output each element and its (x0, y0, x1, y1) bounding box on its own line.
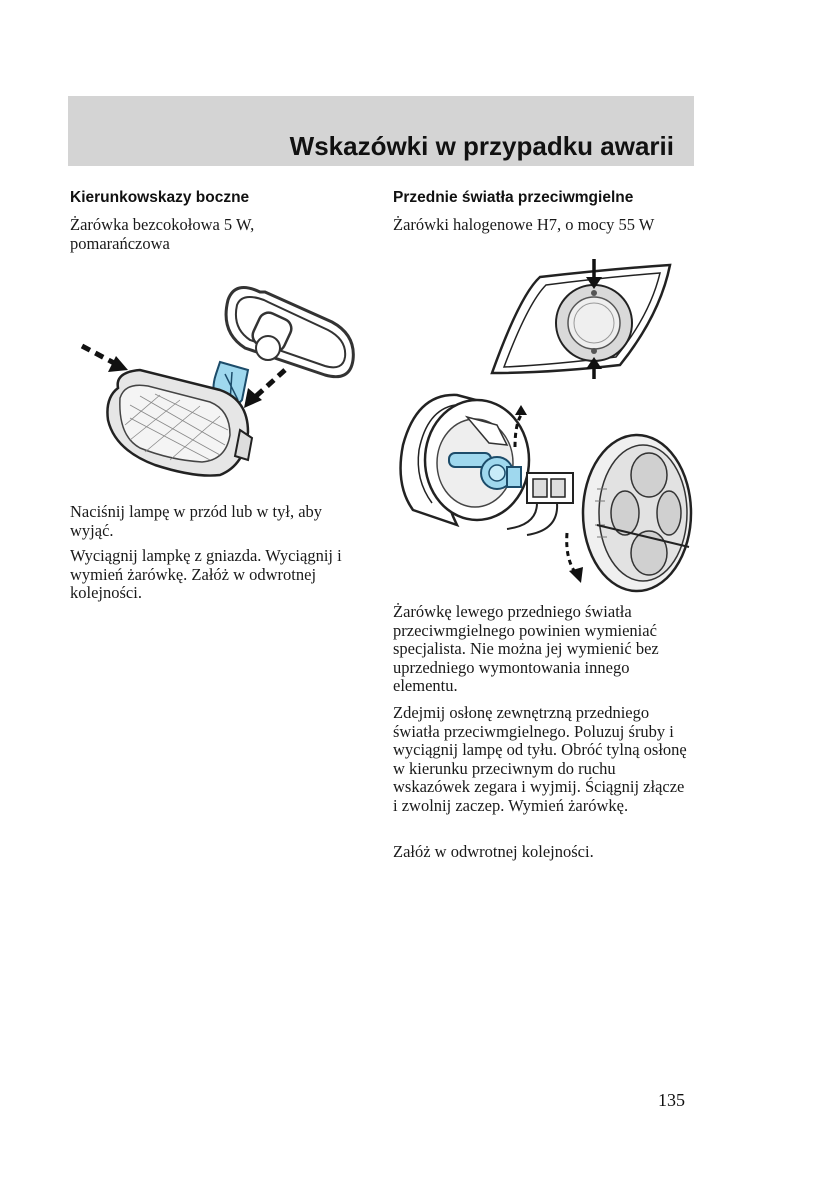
side-indicator-heading: Kierunkowskazy boczne (70, 189, 250, 206)
push-arrow-icon (82, 346, 128, 372)
fog-lamp-bulb-spec: Żarówki halogenowe H7, o mocy 55 W (393, 215, 655, 234)
insert-arrow-icon (244, 370, 285, 408)
side-indicator-bulb-spec: Żarówka bezcokołowa 5 W, pomarańczowa (70, 215, 255, 253)
side-indicator-illustration (70, 270, 370, 495)
fog-lamp-note: Żarówkę lewego przedniego światła przeciwmgielnego powinien wymieniać specjalista. Nie można jej wymienić bez uprzedniego wymontowania innego elementu. (393, 602, 659, 695)
header-bar (68, 96, 694, 166)
fog-lamp-reassemble: Załóż w odwrotnej kolejności. (393, 842, 594, 861)
fog-lamp-front-illustration (490, 255, 680, 385)
page-number: 135 (658, 1090, 685, 1110)
page-title: Wskazówki w przypadku awarii (289, 131, 674, 161)
fog-lamp-steps: Zdejmij osłonę zewnętrzną przedniego światła przeciwmgielnego. Poluzuj śruby i wyciągnij lampę od tyłu. Obróć tylną osłonę w kierunku przeciwnym do ruchu wskazówek zegara i wyjmij. Ściągnij złącze i zwolnij zaczep. Wymień żarówkę. (393, 703, 687, 815)
fog-lamp-heading: Przednie światła przeciwmgielne (393, 189, 634, 206)
side-indicator-step-2: Wyciągnij lampkę z gniazda. Wyciągnij i wymień żarówkę. Załóż w odwrotnej kolejności. (70, 546, 342, 602)
fog-lamp-rear-illustration (397, 385, 693, 595)
side-indicator-step-1: Naciśnij lampę w przód lub w tył, aby wyjąć. (70, 502, 323, 540)
rotate-arrow-icon (567, 533, 583, 583)
